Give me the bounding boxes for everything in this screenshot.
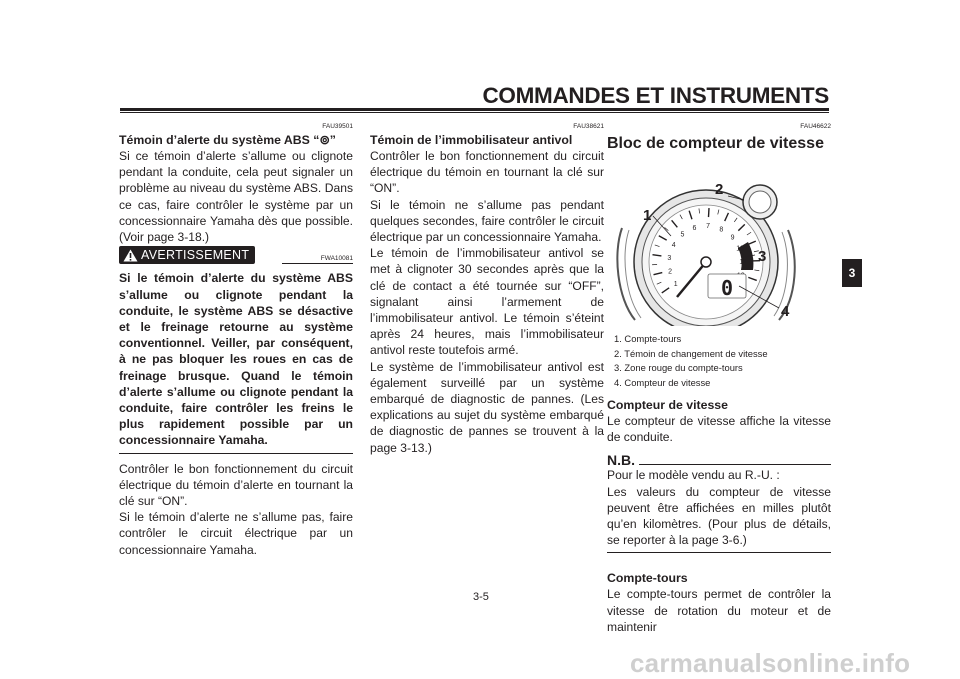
tachometer-text: Le compte-tours permet de contrôler la vitesse de rotation du moteur et de maintenir bbox=[607, 587, 831, 634]
warning-text: Si le témoin d’alerte du système ABS s’allume ou clignote pendant la conduite, le système ABS se désactive et le freinage retourne au système conventionnel. Veiller, par conséquent, à ne pas bloquer les roues en cas de freinage brusque. Quand le témoin d’alerte s’allume ou clignote pendant la conduite, faire contrôler les freins le plus rapidement possible par un concessionnaire Yamaha. bbox=[119, 271, 353, 448]
tachometer-subheading: Compte-tours bbox=[607, 571, 688, 586]
caption-item: 3. Zone rouge du compte-tours bbox=[614, 362, 743, 373]
meter-figure bbox=[607, 158, 831, 326]
warning-triangle-icon bbox=[123, 249, 138, 262]
note-label: N.B. bbox=[607, 452, 635, 469]
note-bottom-rule bbox=[607, 552, 831, 553]
immobilizer-paragraph-3: Le témoin de l’immobilisateur antivol se met à clignoter 30 secondes après que la clé de contact a été tournée sur “OFF”, signalant ainsi l’armement de l’immobilisateur antivol. Le témoin s’éteint après 24 heures, mais l’immobilisateur antivol reste toutefois armé. bbox=[370, 246, 604, 358]
speedometer-heading: Bloc de compteur de vitesse bbox=[607, 135, 824, 152]
tach-tick-label: 7 bbox=[706, 223, 711, 231]
abs-heading: Témoin d’alerte du système ABS “⊚” bbox=[119, 133, 336, 147]
tach-tick-label: 11 bbox=[739, 259, 747, 267]
speedometer-subheading: Compteur de vitesse bbox=[607, 398, 728, 412]
tach-tick-label: 1 bbox=[673, 281, 678, 289]
lcd-digit: 0 bbox=[720, 276, 734, 300]
note-text-1: Pour le modèle vendu au R.-U. : bbox=[607, 468, 780, 483]
immobilizer-paragraph-2: Si le témoin ne s’allume pas pendant quelques secondes, faire contrôler le circuit électrique par un concessionnaire Yamaha. bbox=[370, 197, 604, 245]
figure-captions bbox=[607, 332, 831, 390]
header-rule-thin bbox=[120, 112, 829, 113]
callout-4: 4 bbox=[781, 303, 790, 320]
tach-tick-label: 4 bbox=[671, 242, 676, 250]
tach-tick-label: 5 bbox=[680, 231, 685, 239]
callout-1: 1 bbox=[643, 207, 652, 224]
header-rule bbox=[120, 108, 829, 111]
section-title: COMMANDES ET INSTRUMENTS bbox=[482, 83, 829, 108]
tach-tick-label: 2 bbox=[668, 268, 672, 276]
callout-3: 3 bbox=[758, 248, 767, 265]
callout-2: 2 bbox=[715, 181, 724, 198]
tach-tick-label: 9 bbox=[730, 234, 735, 242]
column-abs bbox=[119, 122, 353, 558]
immobilizer-heading: Témoin de l’immobilisateur antivol bbox=[370, 133, 573, 147]
warning-badge bbox=[119, 246, 255, 264]
ref-code: FAU46622 bbox=[800, 123, 831, 130]
caption-item: 4. Compteur de vitesse bbox=[614, 376, 711, 388]
immobilizer-paragraph-1: Contrôler le bon fonctionnement du circuit électrique du témoin en tournant la clé sur “ON”. bbox=[370, 149, 604, 196]
tach-tick-label: 8 bbox=[719, 226, 724, 234]
speedometer-text: Le compteur de vitesse affiche la vitesse de conduite. bbox=[607, 414, 831, 445]
page-number: 3-5 bbox=[473, 591, 489, 603]
abs-fail-paragraph: Si le témoin d’alerte ne s’allume pas, faire contrôler le circuit électrique par un concessionnaire Yamaha. bbox=[119, 510, 353, 557]
chapter-tab[interactable]: 3 bbox=[842, 259, 862, 287]
column-speedometer bbox=[607, 122, 831, 635]
ref-code: FAU38621 bbox=[573, 123, 604, 130]
note-text-2: Les valeurs du compteur de vitesse peuvent être affichées en milles plutôt qu’en kilomètres. (Pour plus de détails, se reporter à la page 3-6.) bbox=[607, 484, 831, 548]
warning-code: FWA10081 bbox=[320, 255, 353, 263]
ref-code: FAU39501 bbox=[322, 123, 353, 130]
immobilizer-paragraph-4: Le système de l’immobilisateur antivol est également surveillé par un système embarqué de diagnostic de pannes. (Les explications au sujet du système embarqué de diagnostic de pannes se trouvent à la page 3-13.) bbox=[370, 359, 604, 455]
column-immobilizer bbox=[370, 122, 604, 456]
abs-check-paragraph: Contrôler le bon fonctionnement du circuit électrique du témoin d’alerte en tournant la clé sur “ON”. bbox=[119, 461, 353, 509]
watermark: carmanualsonline.info bbox=[630, 648, 911, 678]
caption-item: 1. Compte-tours bbox=[614, 333, 682, 344]
warning-label: AVERTISSEMENT bbox=[141, 248, 250, 263]
tach-tick-label: 3 bbox=[667, 255, 672, 263]
abs-paragraph: Si ce témoin d’alerte s’allume ou clignote pendant la conduite, cela peut signaler un problème au niveau du système ABS. Dans ce cas, faire contrôler le système par un concessionnaire Yamaha dès que possible. (Voir page 3-18.) bbox=[119, 149, 353, 245]
note-header bbox=[607, 453, 831, 467]
meter-illustration bbox=[607, 158, 831, 326]
tach-tick-label: 10 bbox=[736, 245, 745, 253]
caption-item: 2. Témoin de changement de vitesse bbox=[614, 347, 768, 359]
warning-bottom-rule bbox=[119, 453, 353, 454]
tach-tick-label: 6 bbox=[692, 224, 697, 232]
note-rule bbox=[639, 464, 831, 465]
